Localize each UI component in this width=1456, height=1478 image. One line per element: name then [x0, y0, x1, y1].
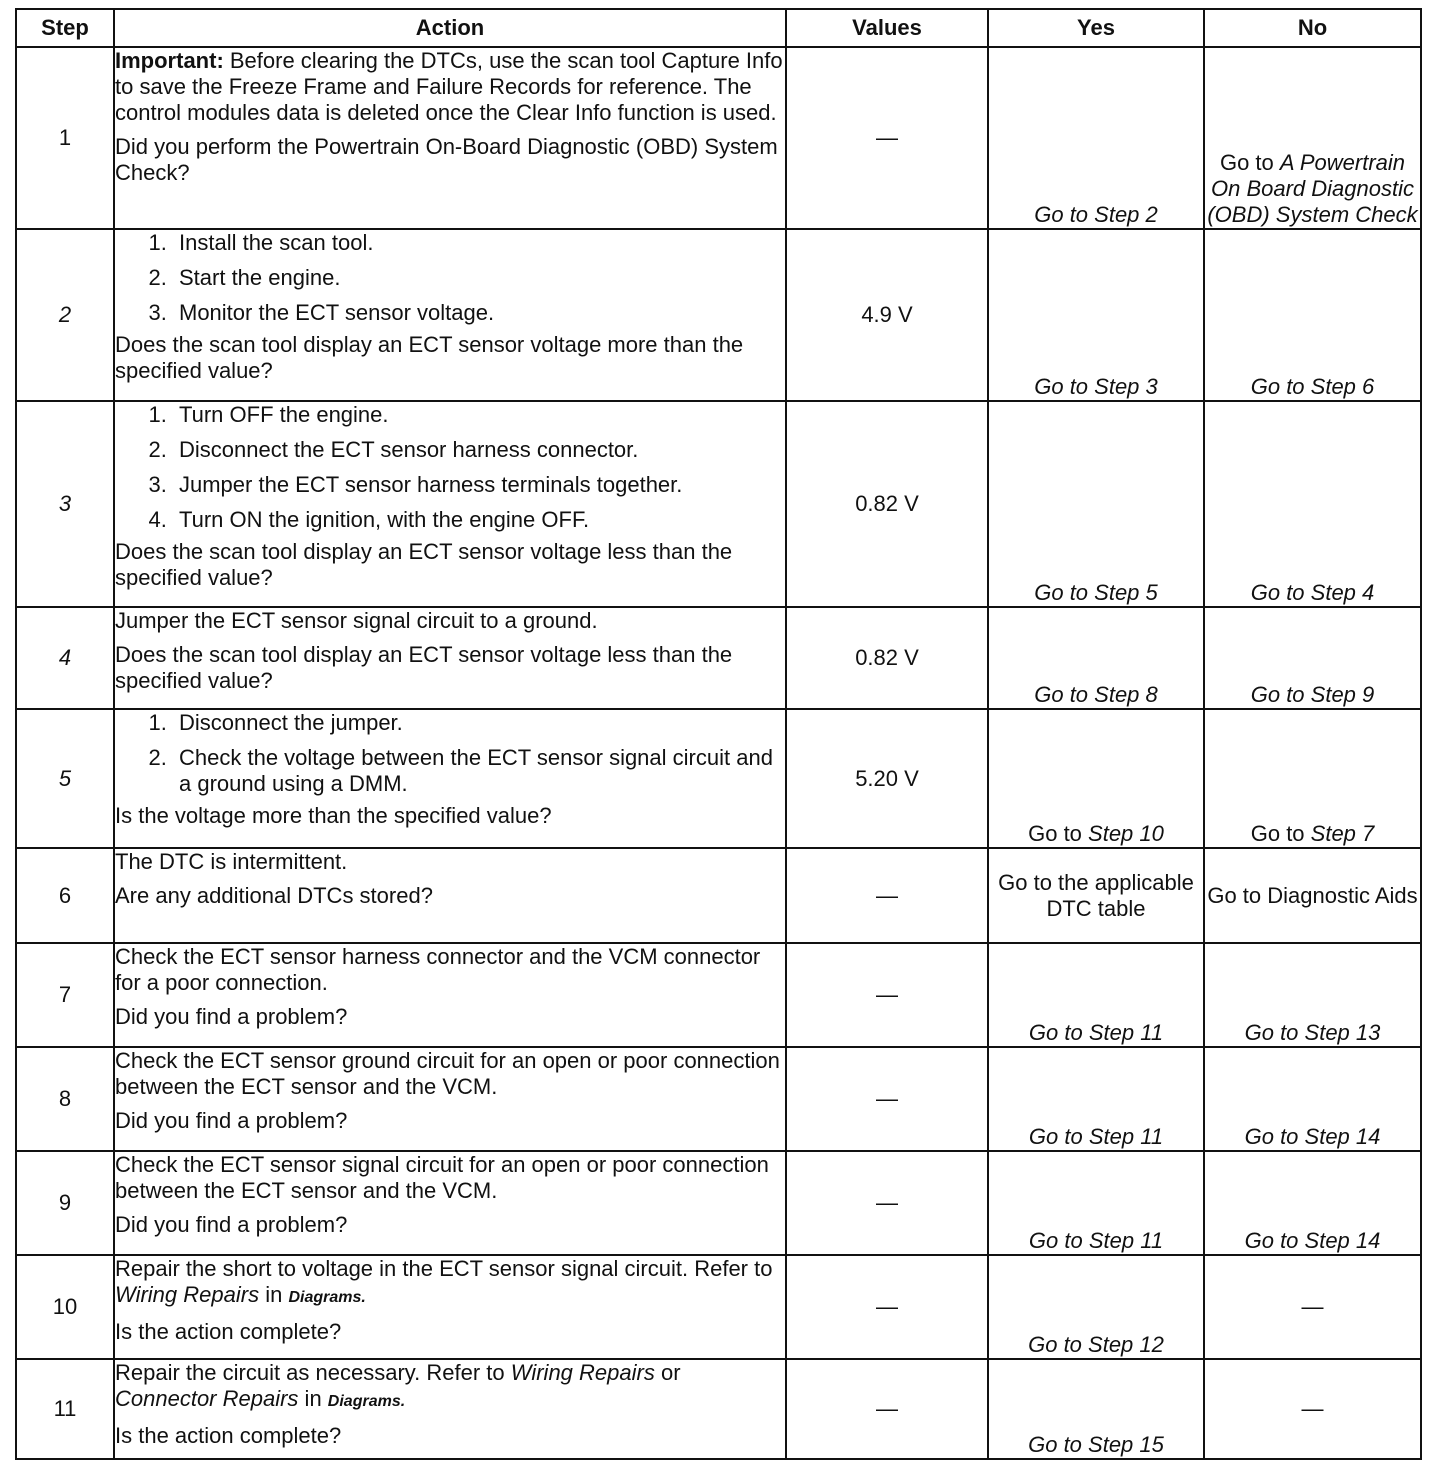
yes-cell: Go to Step 3 [988, 229, 1204, 401]
action-text: Check the ECT sensor ground circuit for an open or poor connection between the ECT sensor and the VCM. [115, 1048, 780, 1099]
value-cell: — [786, 1151, 988, 1255]
action-question: Are any additional DTCs stored? [115, 883, 433, 908]
table-row [16, 943, 1421, 1047]
action-text-in: in [298, 1386, 328, 1411]
action-question: Does the scan tool display an ECT sensor voltage more than the specified value? [115, 332, 744, 383]
action-question: Does the scan tool display an ECT sensor voltage less than the specified value? [115, 642, 733, 693]
diagrams-ref: Diagrams. [288, 1289, 366, 1306]
step-number: 5 [16, 709, 114, 848]
important-note [115, 48, 785, 126]
yes-cell: Go to Step 11 [988, 943, 1204, 1047]
list-item: 3. Monitor the ECT sensor voltage. [173, 300, 785, 326]
header-no: No [1204, 9, 1421, 47]
substep-list [115, 710, 785, 797]
header-row [16, 9, 1421, 47]
action-text: The DTC is intermittent. [115, 849, 348, 874]
action-text: Jumper the ECT sensor signal circuit to a ground. [115, 608, 598, 633]
list-item: 1. Disconnect the jumper. [173, 710, 785, 736]
list-item: 2. Disconnect the ECT sensor harness connector. [173, 437, 785, 463]
action-cell [114, 607, 786, 709]
list-item: 1. Turn OFF the engine. [173, 402, 785, 428]
step-number: 9 [16, 1151, 114, 1255]
list-item: 3. Jumper the ECT sensor harness terminals together. [173, 472, 785, 498]
no-cell: Go to Step 9 [1204, 607, 1421, 709]
no-link: A Powertrain On Board Diagnostic (OBD) System Check [1207, 150, 1418, 227]
action-text-in: in [259, 1282, 289, 1307]
substep-list [115, 230, 785, 326]
action-cell [114, 1151, 786, 1255]
value-cell: 0.82 V [786, 607, 988, 709]
action-text-pre: Repair the short to voltage in the ECT sensor signal circuit. Refer to [115, 1256, 773, 1281]
action-cell [114, 848, 786, 943]
no-cell: Go to Step 4 [1204, 401, 1421, 607]
step-number: 4 [16, 607, 114, 709]
no-cell: — [1204, 1359, 1421, 1459]
value-cell: — [786, 943, 988, 1047]
action-text [115, 1256, 785, 1311]
action-cell [114, 709, 786, 848]
substep-list [115, 402, 785, 533]
action-question: Did you find a problem? [115, 1004, 348, 1029]
no-cell: Go to Step 13 [1204, 943, 1421, 1047]
no-cell: Go to Diagnostic Aids [1204, 848, 1421, 943]
value-cell: 4.9 V [786, 229, 988, 401]
wiring-repairs-ref: Wiring Repairs [510, 1360, 655, 1385]
step-number: 2 [16, 229, 114, 401]
action-cell [114, 401, 786, 607]
yes-link: Step 10 [1088, 821, 1164, 846]
table-row [16, 1047, 1421, 1151]
table-row [16, 47, 1421, 229]
value-cell: 0.82 V [786, 401, 988, 607]
table-row [16, 401, 1421, 607]
step-number: 1 [16, 47, 114, 229]
action-question: Is the action complete? [115, 1423, 342, 1448]
important-label: Important: [115, 48, 224, 73]
yes-cell: Go to Step 11 [988, 1151, 1204, 1255]
yes-cell: Go to Step 12 [988, 1255, 1204, 1359]
action-question: Did you perform the Powertrain On-Board Diagnostic (OBD) System Check? [115, 134, 778, 185]
table-row [16, 1151, 1421, 1255]
header-yes: Yes [988, 9, 1204, 47]
action-text: Check the ECT sensor signal circuit for an open or poor connection between the ECT sensor and the VCM. [115, 1152, 769, 1203]
no-cell [1204, 47, 1421, 229]
action-cell [114, 1359, 786, 1459]
table-row [16, 229, 1421, 401]
no-cell: Go to Step 14 [1204, 1151, 1421, 1255]
diagrams-ref: Diagrams. [327, 1393, 406, 1410]
action-cell [114, 1047, 786, 1151]
action-text-pre: Repair the circuit as necessary. Refer to [115, 1360, 511, 1385]
yes-cell: Go to Step 8 [988, 607, 1204, 709]
action-question: Is the voltage more than the specified value? [115, 803, 552, 828]
action-text: Check the ECT sensor harness connector and the VCM connector for a poor connection. [115, 944, 761, 995]
header-action: Action [114, 9, 786, 47]
no-link: Step 7 [1310, 821, 1375, 846]
no-prefix: Go to [1250, 821, 1311, 846]
step-number: 11 [16, 1359, 114, 1459]
step-number: 6 [16, 848, 114, 943]
value-cell: — [786, 1359, 988, 1459]
wiring-repairs-ref: Wiring Repairs [115, 1282, 260, 1307]
yes-cell: Go to Step 11 [988, 1047, 1204, 1151]
action-cell [114, 229, 786, 401]
action-text-or: or [654, 1360, 681, 1385]
diagnostic-table [15, 8, 1422, 1460]
action-question: Is the action complete? [115, 1319, 342, 1344]
action-cell [114, 47, 786, 229]
list-item: 2. Start the engine. [173, 265, 785, 291]
step-number: 3 [16, 401, 114, 607]
no-cell: Go to Step 14 [1204, 1047, 1421, 1151]
table-row [16, 607, 1421, 709]
no-cell [1204, 709, 1421, 848]
value-cell: — [786, 47, 988, 229]
action-text [115, 1360, 785, 1415]
yes-cell: Go to the applicable DTC table [988, 848, 1204, 943]
table-row [16, 848, 1421, 943]
action-cell [114, 1255, 786, 1359]
action-cell [114, 943, 786, 1047]
table-row [16, 1255, 1421, 1359]
yes-cell: Go to Step 2 [988, 47, 1204, 229]
yes-cell: Go to Step 15 [988, 1359, 1204, 1459]
value-cell: 5.20 V [786, 709, 988, 848]
list-item: 2. Check the voltage between the ECT sensor signal circuit and a ground using a DMM. [173, 745, 785, 797]
header-step: Step [16, 9, 114, 47]
no-cell: — [1204, 1255, 1421, 1359]
yes-cell [988, 709, 1204, 848]
list-item: 4. Turn ON the ignition, with the engine OFF. [173, 507, 785, 533]
value-cell: — [786, 1255, 988, 1359]
yes-cell: Go to Step 5 [988, 401, 1204, 607]
value-cell: — [786, 1047, 988, 1151]
connector-repairs-ref: Connector Repairs [115, 1386, 299, 1411]
action-question: Does the scan tool display an ECT sensor voltage less than the specified value? [115, 539, 733, 590]
no-prefix: Go to [1219, 150, 1280, 175]
important-text: Before clearing the DTCs, use the scan tool Capture Info to save the Freeze Frame and Failure Records for reference. The control modules data is deleted once the Clear Info function is used. [115, 48, 783, 125]
yes-prefix: Go to [1028, 821, 1089, 846]
list-item: 1. Install the scan tool. [173, 230, 785, 256]
header-values: Values [786, 9, 988, 47]
table-row [16, 1359, 1421, 1459]
action-question: Did you find a problem? [115, 1108, 348, 1133]
action-question: Did you find a problem? [115, 1212, 348, 1237]
step-number: 8 [16, 1047, 114, 1151]
step-number: 10 [16, 1255, 114, 1359]
value-cell: — [786, 848, 988, 943]
no-cell: Go to Step 6 [1204, 229, 1421, 401]
step-number: 7 [16, 943, 114, 1047]
table-row [16, 709, 1421, 848]
